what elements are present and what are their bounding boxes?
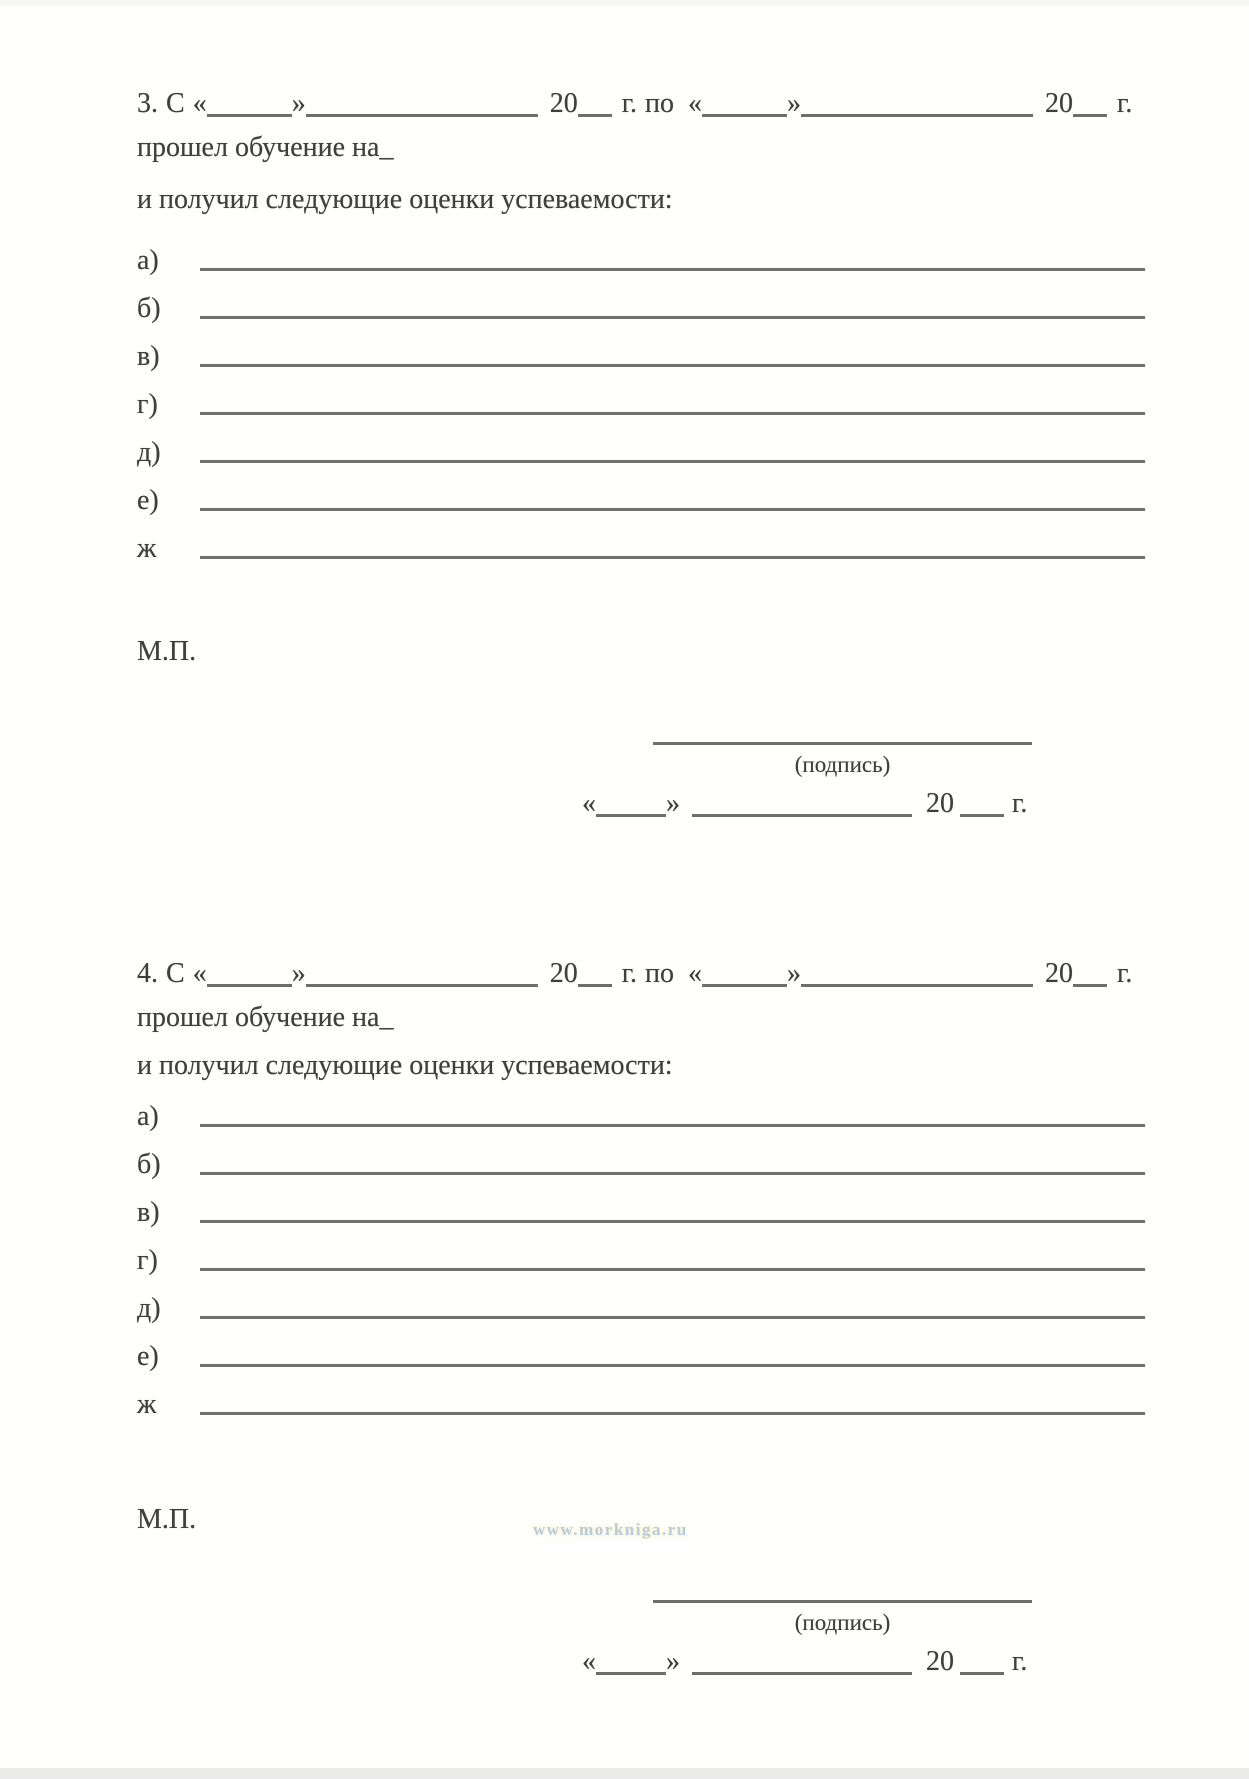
grade-item-row	[137, 1179, 1145, 1227]
watermark: www.morkniga.ru	[533, 1520, 688, 1539]
year-prefix: 20	[1045, 88, 1073, 119]
page-bottom-edge	[0, 1768, 1249, 1779]
blank-grade-line	[200, 316, 1145, 319]
item-letter: д)	[137, 1292, 161, 1324]
blank-year-from	[578, 984, 612, 987]
close-quote: »	[666, 788, 680, 819]
section-3	[137, 88, 1145, 563]
page-top-edge	[0, 0, 1249, 6]
item-letter: а)	[137, 244, 159, 276]
signature-caption: (подпись)	[794, 1610, 891, 1635]
stamp-label: М.П.	[137, 636, 197, 667]
blank-grade-line	[200, 1220, 1145, 1223]
grade-item-row	[137, 227, 1145, 275]
to-label: по	[645, 958, 674, 989]
blank-day-to	[702, 984, 787, 987]
blank-date-year	[960, 814, 1004, 817]
grade-item-row	[137, 1227, 1145, 1275]
item-letter: в)	[137, 340, 160, 372]
grades-line: и получил следующие оценки успеваемости:	[137, 184, 673, 216]
blank-grade-line	[200, 556, 1145, 559]
close-quote: »	[666, 1646, 680, 1677]
item-letter: г)	[137, 388, 158, 420]
close-quote: »	[787, 958, 801, 989]
grade-item-row	[137, 1371, 1145, 1419]
signature-line	[653, 1600, 1032, 1603]
blank-grade-line	[200, 1268, 1145, 1271]
grade-item-row	[137, 1083, 1145, 1131]
blank-date-year	[960, 1672, 1004, 1675]
section-4-date-range-line	[137, 958, 1145, 990]
blank-grade-line	[200, 1364, 1145, 1367]
close-quote: »	[291, 958, 306, 989]
blank-grade-line	[200, 1316, 1145, 1319]
grade-items-list	[137, 1083, 1145, 1419]
signature-date-line	[582, 1646, 1042, 1678]
section-number: 4.	[137, 958, 158, 989]
blank-grade-line	[200, 1172, 1145, 1175]
grade-item-row	[137, 1131, 1145, 1179]
year-prefix: 20	[549, 88, 578, 119]
blank-month-from	[306, 114, 538, 117]
to-label: по	[645, 88, 674, 119]
year-prefix: 20	[926, 788, 954, 819]
open-quote: «	[582, 1646, 596, 1677]
blank-day-from	[207, 984, 292, 987]
year-prefix: 20	[549, 958, 578, 989]
grade-item-row	[137, 323, 1145, 371]
close-quote: »	[291, 88, 306, 119]
blank-grade-line	[200, 460, 1145, 463]
training-line: прошел обучение на_	[137, 132, 394, 164]
year-suffix: г.	[621, 958, 638, 989]
item-letter: е)	[137, 1340, 159, 1372]
grades-line: и получил следующие оценки успеваемости:	[137, 1050, 673, 1082]
section-4	[137, 958, 1145, 1419]
year-suffix: г.	[1117, 88, 1133, 119]
blank-year-to	[1073, 984, 1107, 987]
grade-item-row	[137, 515, 1145, 563]
signature-line	[653, 742, 1032, 745]
blank-grade-line	[200, 412, 1145, 415]
item-letter: ж	[137, 1388, 157, 1420]
year-prefix: 20	[926, 1646, 954, 1677]
blank-month-from	[306, 984, 538, 987]
item-letter: ж	[137, 532, 157, 564]
year-suffix: г.	[1012, 1646, 1028, 1677]
from-label: С	[166, 958, 185, 989]
blank-grade-line	[200, 1124, 1145, 1127]
blank-month-to	[801, 114, 1033, 117]
from-label: С	[166, 88, 185, 119]
blank-year-to	[1073, 114, 1107, 117]
year-prefix: 20	[1045, 958, 1073, 989]
item-letter: а)	[137, 1100, 159, 1132]
blank-day-to	[702, 114, 787, 117]
blank-date-month	[692, 814, 912, 817]
grade-items-list	[137, 227, 1145, 563]
open-quote: «	[192, 958, 207, 989]
blank-grade-line	[200, 268, 1145, 271]
grade-item-row	[137, 467, 1145, 515]
blank-year-from	[578, 114, 612, 117]
blank-date-day	[596, 1672, 666, 1675]
item-letter: в)	[137, 1196, 160, 1228]
open-quote: «	[688, 958, 702, 989]
blank-grade-line	[200, 508, 1145, 511]
open-quote: «	[192, 88, 207, 119]
signature-caption: (подпись)	[794, 752, 891, 777]
item-letter: г)	[137, 1244, 158, 1276]
open-quote: «	[688, 88, 702, 119]
item-letter: б)	[137, 1148, 161, 1180]
item-letter: д)	[137, 436, 161, 468]
year-suffix: г.	[621, 88, 638, 119]
grade-item-row	[137, 419, 1145, 467]
training-line: прошел обучение на_	[137, 1002, 394, 1034]
signature-date-line	[582, 788, 1042, 820]
grade-item-row	[137, 1323, 1145, 1371]
blank-month-to	[801, 984, 1033, 987]
blank-date-month	[692, 1672, 912, 1675]
year-suffix: г.	[1012, 788, 1028, 819]
grade-item-row	[137, 275, 1145, 323]
year-suffix: г.	[1117, 958, 1133, 989]
blank-grade-line	[200, 1412, 1145, 1415]
section-number: 3.	[137, 88, 158, 119]
item-letter: б)	[137, 292, 161, 324]
item-letter: е)	[137, 484, 159, 516]
blank-grade-line	[200, 364, 1145, 367]
grade-item-row	[137, 371, 1145, 419]
open-quote: «	[582, 788, 596, 819]
blank-date-day	[596, 814, 666, 817]
section-3-date-range-line	[137, 88, 1145, 120]
close-quote: »	[787, 88, 801, 119]
grade-item-row	[137, 1275, 1145, 1323]
stamp-label: М.П.	[137, 1504, 197, 1535]
blank-day-from	[207, 114, 292, 117]
